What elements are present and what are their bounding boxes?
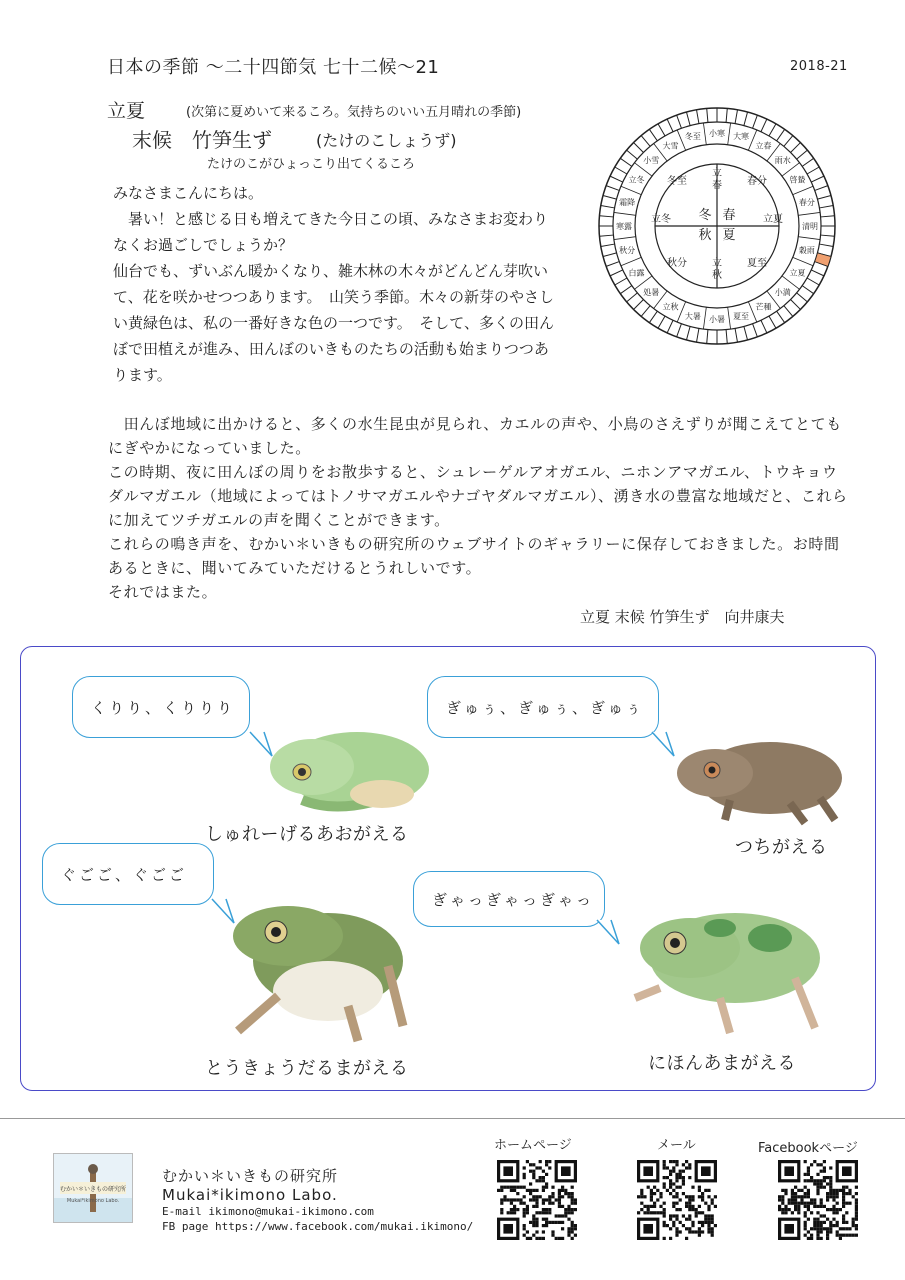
frog-name: にほんあまがえる — [648, 1053, 796, 1074]
lab-logo — [53, 1153, 133, 1223]
signature: 立夏 末候 竹笋生ず 向井康夫 — [580, 608, 785, 626]
wheel-tick — [606, 262, 619, 267]
wheel-mid-label: 春分 — [747, 176, 767, 187]
wheel-outer-label: 雨水 — [774, 156, 791, 166]
wheel-divider — [728, 307, 731, 329]
wheel-season: 冬 — [698, 208, 712, 223]
body-paragraph: この時期、夜に田んぼの周りをお散歩すると、シュレーゲルアオガエル、ニホンアマガエル、トウキョウダルマガエル（地域によってはトノサマガエルやナゴヤダルマガエル）、湧き水の豊富な地域だと、これらに加えてツチガエルの声を聞くことができます。 — [108, 463, 848, 529]
speech-bubble — [427, 676, 659, 738]
wheel-tick — [819, 244, 833, 246]
wheel-tick — [821, 216, 835, 217]
wheel-highlight-segment — [815, 253, 831, 266]
wheel-outer-label: 秋分 — [619, 246, 636, 256]
qr-code-facebook[interactable] — [778, 1160, 858, 1240]
wheel-tick — [601, 206, 615, 208]
wheel-tick — [761, 320, 767, 333]
frog-call-text: くりり、くりりり — [91, 698, 236, 717]
wheel-outer-label: 小雪 — [643, 156, 660, 166]
frog-call-text: ぎゅぅ、ぎゅぅ、ぎゅぅ — [446, 698, 645, 717]
wheel-tick — [807, 278, 819, 285]
wheel-tick — [641, 136, 650, 147]
wheel-tick — [686, 326, 690, 340]
wheel-tick — [791, 143, 801, 153]
wheel-mid-label: 秋分 — [667, 258, 687, 269]
wheel-tick — [744, 326, 748, 340]
qr-label-homepage: ホームページ — [494, 1138, 572, 1153]
wheel-tick — [784, 306, 793, 317]
wheel-divider — [621, 257, 641, 265]
wheel-tick — [606, 186, 619, 191]
kou-description: たけのこがひょっこり出てくるころ — [207, 157, 416, 172]
wheel-tick — [620, 158, 631, 166]
wheel-inner-label: 立冬 — [651, 214, 671, 225]
qr-label-mail: メール — [657, 1138, 696, 1153]
logo-text-en: Mukai*ikimono Labo. — [66, 1198, 120, 1204]
lab-logo-image — [54, 1154, 132, 1222]
intro-text — [113, 180, 561, 388]
wheel-divider — [703, 307, 706, 329]
wheel-divider — [614, 212, 636, 215]
wheel-tick — [599, 216, 613, 217]
wheel-tick — [819, 206, 833, 208]
qr-code-mail[interactable] — [637, 1160, 717, 1240]
wheel-inner-label: 秋 — [712, 270, 722, 281]
wheel-tick — [707, 330, 708, 344]
frog-name: しゅれーげるあおがえる — [205, 824, 409, 845]
wheel-tick — [726, 108, 727, 122]
wheel-tick — [761, 119, 767, 132]
wheel-tick — [667, 320, 673, 333]
speech-bubble — [72, 676, 250, 738]
wheel-tick — [658, 316, 665, 328]
wheel-outer-label: 春分 — [798, 197, 815, 207]
wheel-tick — [615, 278, 627, 285]
wheel-tick — [791, 300, 801, 310]
wheel-tick — [744, 112, 748, 126]
wheel-divider — [793, 186, 813, 194]
lab-email[interactable]: E-mail ikimono@mukai-ikimono.com — [162, 1205, 374, 1218]
intro-paragraph: 仙台でも、ずいぶん暖かくなり、雑木林の木々がどんどん芽吹いて、花を咲かせつつあります。 山笑う季節。木々の新芽のやさしい黄緑色は、私の一番好きな色の一つです。 そして、多くの田んぼで田植えが進み、田んぼのいきものたちの活動も始まりつつあります。 — [113, 262, 555, 384]
wheel-tick — [726, 330, 727, 344]
speech-bubble — [42, 843, 214, 905]
wheel-tick — [777, 311, 785, 322]
wheel-season: 夏 — [722, 228, 736, 243]
footer-divider — [0, 1118, 905, 1119]
wheel-season: 春 — [722, 208, 736, 223]
body-paragraph: それではまた。 — [108, 583, 218, 601]
wheel-mid-label: 夏至 — [747, 258, 767, 269]
wheel-tick — [610, 176, 623, 182]
frog-call-text: ぐごご、ぐごご — [61, 865, 188, 884]
wheel-outer-label: 大雪 — [662, 141, 679, 151]
wheel-tick — [735, 328, 737, 342]
wheel-tick — [784, 136, 793, 147]
wheel-outer-label: 霜降 — [619, 197, 636, 207]
wheel-divider — [798, 212, 820, 215]
wheel-inner-label: 春 — [712, 180, 722, 191]
lab-name-en: Mukai*ikimono Labo. — [162, 1186, 338, 1204]
frog-name: とうきょうだるまがえる — [205, 1058, 409, 1079]
wheel-outer-label: 小寒 — [709, 129, 725, 138]
wheel-outer-label: 清明 — [802, 222, 818, 231]
page-title: 日本の季節 〜二十四節気 七十二候〜21 — [107, 57, 440, 78]
wheel-tick — [686, 112, 690, 126]
wheel-divider — [621, 186, 641, 194]
wheel-tick — [634, 143, 644, 153]
qr-label-facebook: Facebookページ — [758, 1141, 858, 1156]
wheel-tick — [697, 110, 699, 124]
frog-call-text: ぎゃっぎゃっぎゃっ — [432, 890, 595, 909]
kou-title: 末候 竹笋生ず — [132, 128, 272, 152]
season-note: (次第に夏めいて来るころ。気持ちのいい五月晴れの季節) — [186, 105, 522, 120]
wheel-tick — [797, 293, 808, 302]
body-paragraph: これらの鳴き声を、むかい＊いきもの研究所のウェブサイトのギャラリーに保存しておきました。お時間あるときに、聞いてみていただけるとうれしいです。 — [108, 535, 840, 577]
wheel-tick — [807, 167, 819, 174]
wheel-outer-label: 寒露 — [616, 222, 632, 231]
wheel-tick — [735, 110, 737, 124]
kou-reading: (たけのこしょうず) — [316, 131, 457, 150]
wheel-tick — [603, 253, 617, 257]
wheel-outer-label: 立冬 — [628, 175, 645, 185]
wheel-tick — [811, 176, 824, 182]
wheel-inner-label: 立 — [712, 168, 722, 179]
wheel-tick — [634, 300, 644, 310]
wheel-divider — [614, 237, 636, 240]
wheel-mid-label: 冬至 — [667, 176, 687, 187]
wheel-tick — [817, 195, 831, 199]
wheel-outer-label: 啓蟄 — [789, 175, 806, 185]
wheel-tick — [599, 235, 613, 236]
tokyo-daruma-frog-image — [218, 896, 418, 1048]
wheel-tick — [707, 108, 708, 122]
wheel-tick — [620, 286, 631, 294]
nihon-ama-frog-image — [620, 898, 830, 1038]
wheel-outer-label: 立夏 — [789, 268, 806, 278]
wheel-tick — [649, 129, 657, 140]
tsuchi-frog-image — [670, 728, 850, 828]
wheel-tick — [610, 270, 623, 276]
wheel-season: 秋 — [698, 228, 712, 243]
wheel-outer-label: 小満 — [774, 287, 791, 297]
wheel-tick — [658, 124, 665, 136]
wheel-divider — [798, 237, 820, 240]
wheel-inner-label: 立夏 — [763, 214, 783, 225]
wheel-tick — [777, 129, 785, 140]
issue-number: 2018-21 — [790, 59, 848, 74]
wheel-tick — [641, 306, 650, 317]
wheel-tick — [769, 316, 776, 328]
wheel-tick — [697, 328, 699, 342]
wheel-tick — [811, 270, 824, 276]
wheel-outer-label: 大暑 — [684, 311, 701, 321]
wheel-outer-label: 芒種 — [755, 302, 772, 312]
wheel-tick — [815, 186, 828, 191]
wheel-outer-label: 冬至 — [684, 132, 701, 142]
season-name: 立夏 — [107, 100, 146, 122]
wheel-tick — [667, 119, 673, 132]
wheel-tick — [769, 124, 776, 136]
logo-text: むかい＊いきもの研究所 — [59, 1186, 127, 1193]
lab-name-jp: むかい＊いきもの研究所 — [162, 1167, 339, 1185]
wheel-tick — [615, 167, 627, 174]
body-paragraph: 田んぼ地域に出かけると、多くの水生昆虫が見られ、カエルの声や、小鳥のさえずりが聞こえてとてもにぎやかになっていました。 — [108, 415, 842, 457]
wheel-outer-label: 大寒 — [733, 132, 750, 142]
wheel-tick — [753, 115, 758, 128]
wheel-outer-label: 白露 — [628, 268, 645, 278]
wheel-outer-label: 立秋 — [662, 302, 679, 312]
wheel-divider — [793, 257, 813, 265]
wheel-tick — [802, 158, 813, 166]
wheel-outer-label: 穀雨 — [798, 246, 815, 256]
wheel-outer-label: 小暑 — [709, 315, 725, 324]
wheel-tick — [797, 150, 808, 159]
wheel-tick — [677, 115, 682, 128]
wheel-tick — [753, 324, 758, 337]
wheel-outer-label: 処暑 — [643, 287, 660, 297]
wheel-tick — [649, 311, 657, 322]
wheel-divider — [703, 123, 706, 145]
wheel-outer-label: 立春 — [755, 141, 772, 151]
season-wheel — [597, 106, 837, 346]
wheel-outer-label: 夏至 — [733, 311, 750, 321]
wheel-tick — [802, 286, 813, 294]
frog-name: つちがえる — [735, 837, 828, 858]
wheel-tick — [627, 293, 638, 302]
wheel-group — [599, 108, 835, 344]
wheel-divider — [728, 123, 731, 145]
wheel-inner-label: 立 — [712, 258, 722, 269]
speech-bubble — [413, 871, 605, 927]
wheel-tick — [603, 195, 617, 199]
lab-facebook[interactable]: FB page https://www.facebook.com/mukai.ikimono/ — [162, 1220, 474, 1233]
intro-paragraph: 暑い！と感じる日も増えてきた今日この頃、みなさまお変わりなくお過ごしでしょうか？ — [113, 210, 549, 254]
wheel-tick — [821, 235, 835, 236]
wheel-tick — [627, 150, 638, 159]
schlegel-frog-image — [262, 712, 432, 817]
wheel-tick — [601, 244, 615, 246]
body-text — [108, 412, 850, 604]
wheel-tick — [677, 324, 682, 337]
intro-paragraph: みなさまこんにちは。 — [113, 184, 264, 202]
qr-code-homepage[interactable] — [497, 1160, 577, 1240]
